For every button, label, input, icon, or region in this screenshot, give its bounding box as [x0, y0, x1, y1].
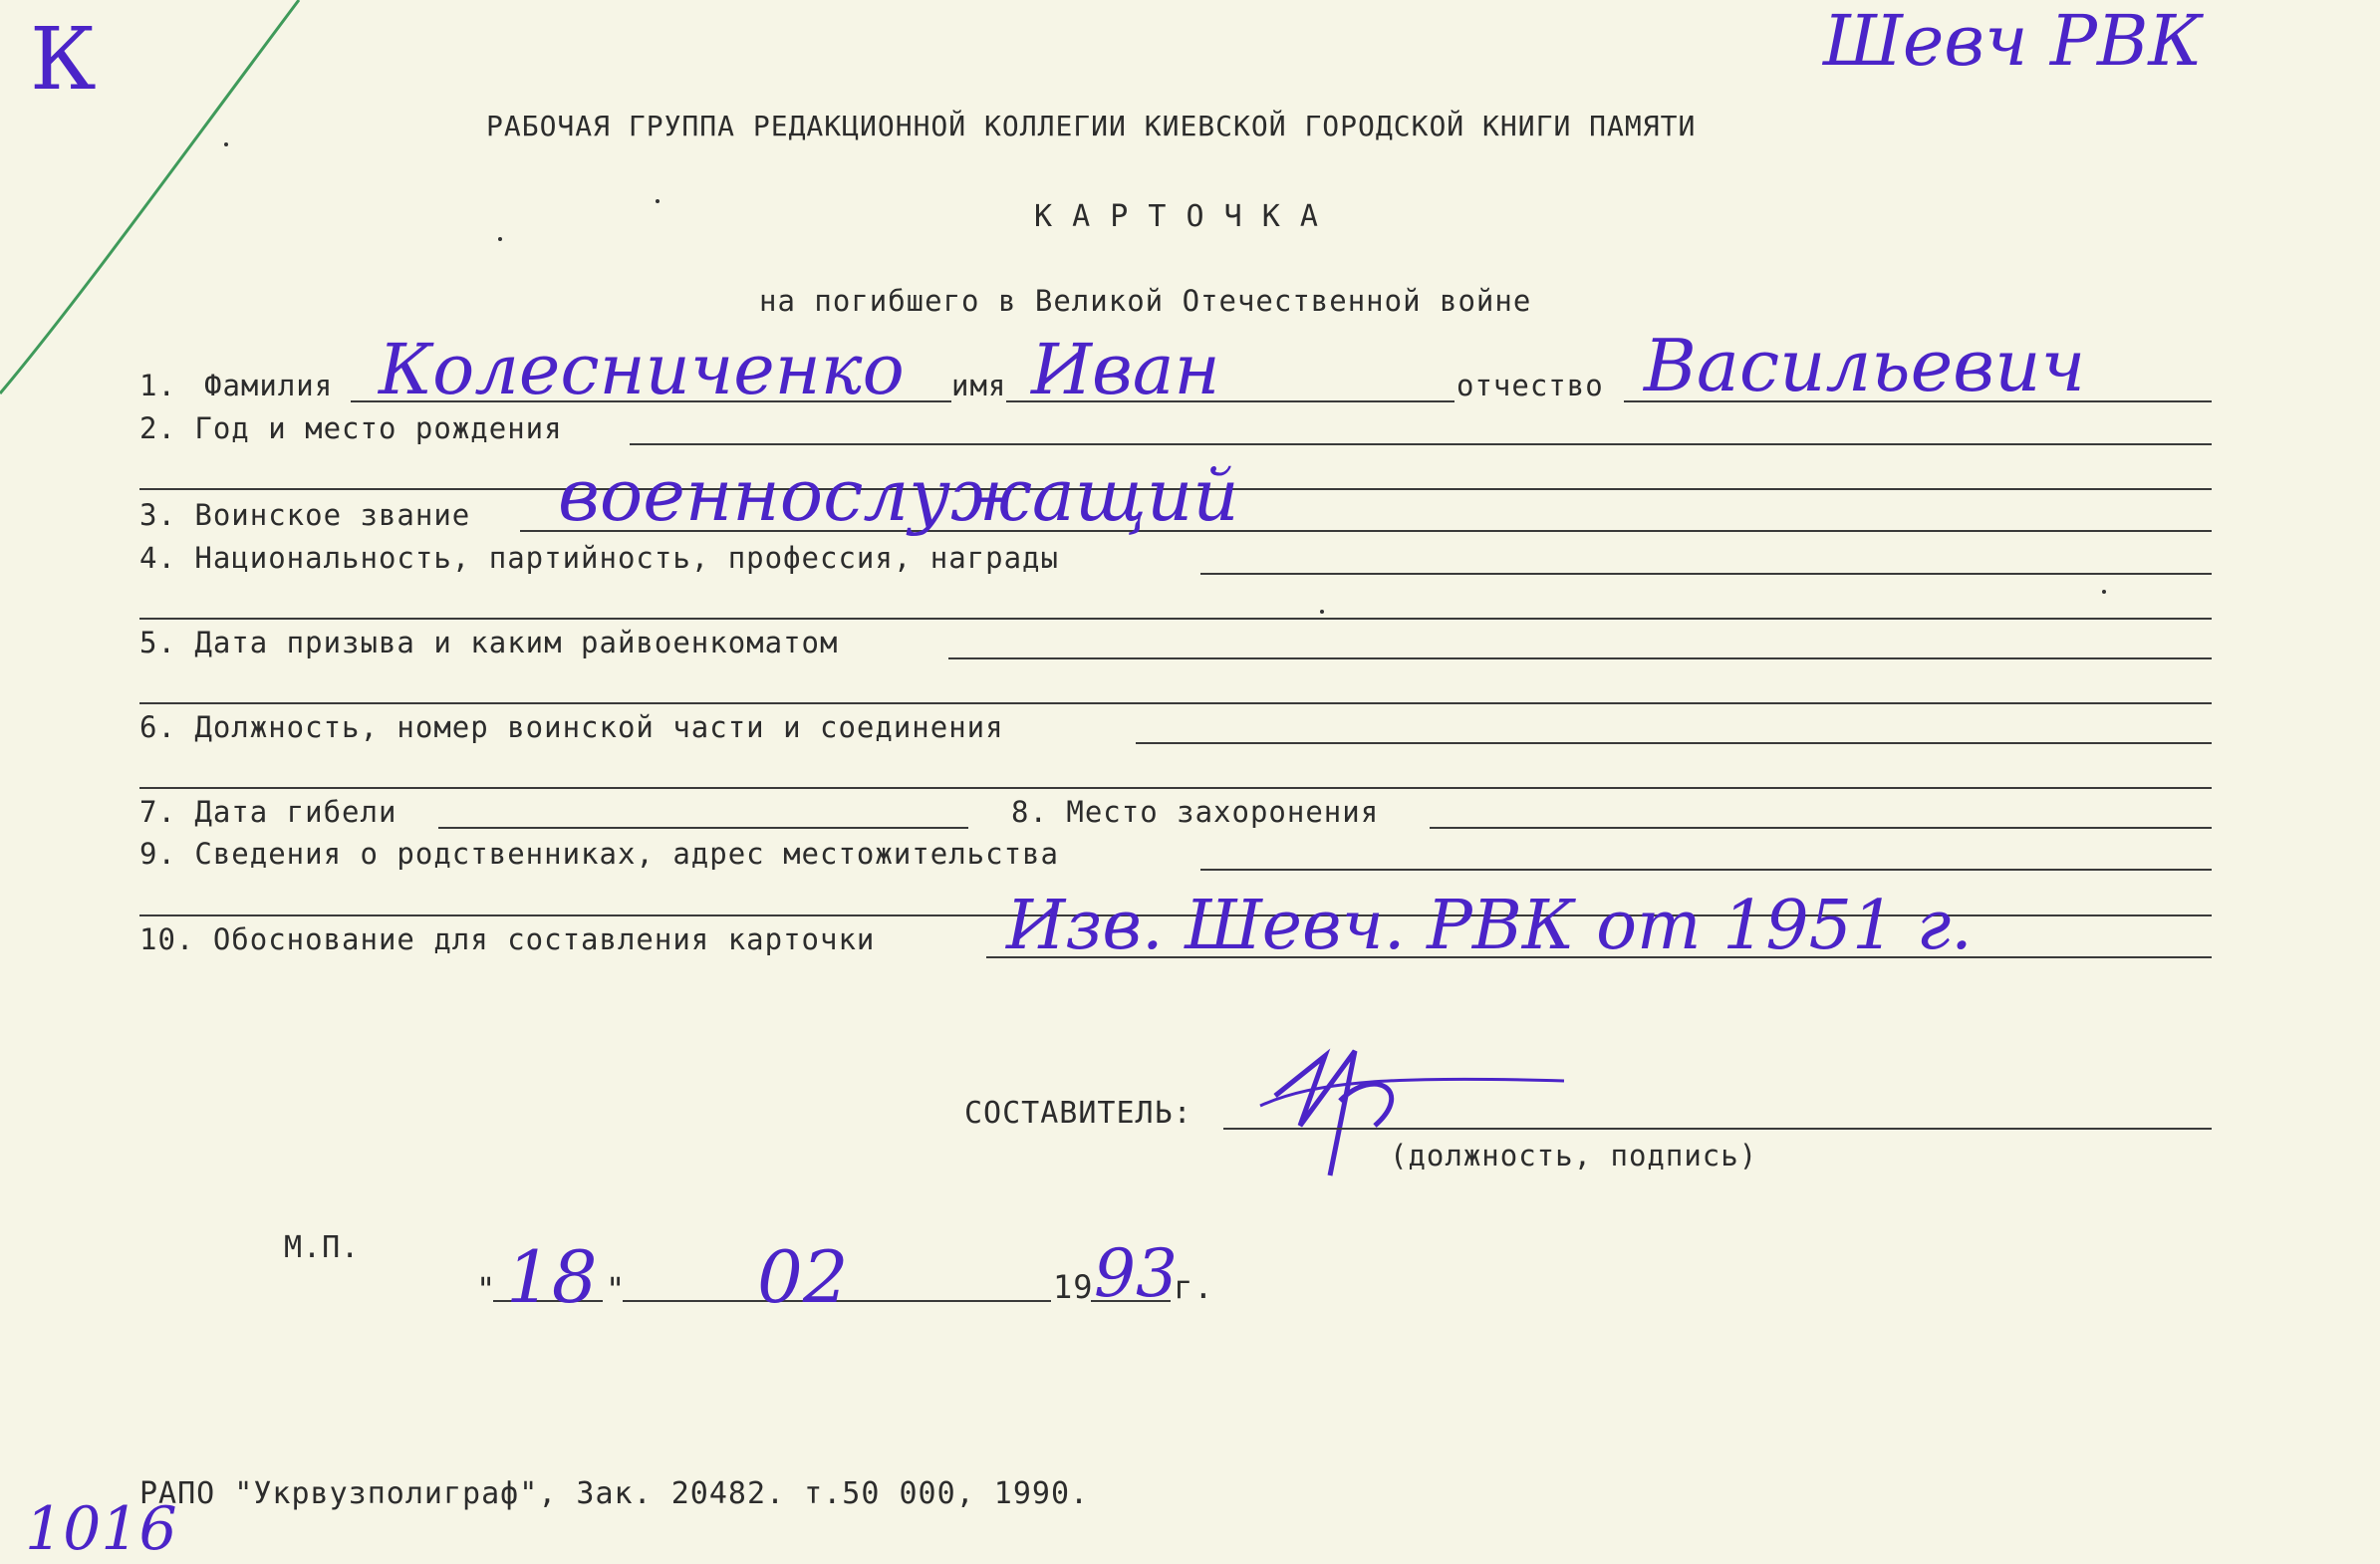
- paper-speck: [498, 237, 502, 241]
- year-suffix: 93: [1094, 1235, 1178, 1312]
- card-title: К А Р Т О Ч К А: [1034, 199, 1319, 234]
- death-date-line: [438, 827, 968, 829]
- conscription-line-2: [139, 702, 2212, 704]
- basis-label: 10. Обоснование для составления карточки: [139, 922, 876, 956]
- printer-footer: РАПО "Укрвузполиграф", Зак. 20482. т.50 000, 1990.: [139, 1476, 1090, 1511]
- rank-label: 3. Воинское звание: [139, 498, 471, 532]
- date-close-quote: ": [606, 1270, 627, 1308]
- signature-tail: [1260, 1079, 1564, 1106]
- death-date-label: 7. Дата гибели: [139, 795, 397, 829]
- paper-speck: [656, 199, 660, 203]
- paper-speck: [1320, 610, 1324, 614]
- relatives-label: 9. Сведения о родственниках, адрес местожительства: [139, 837, 1059, 871]
- surname-value: Колесниченко: [379, 329, 905, 410]
- name-value: Иван: [1031, 329, 1220, 410]
- name-label: имя: [951, 369, 1007, 402]
- patronymic-label: отчество: [1456, 369, 1604, 402]
- birth-line: [630, 443, 2212, 445]
- compiler-label: СОСТАВИТЕЛЬ:: [964, 1096, 1192, 1131]
- compiler-caption: (должность, подпись): [1390, 1139, 1758, 1173]
- rank-value: военнослужащий: [558, 453, 1239, 537]
- organization-title: РАБОЧАЯ ГРУППА РЕДАКЦИОННОЙ КОЛЛЕГИИ КИЕВСКОЙ ГОРОДСКОЙ КНИГИ ПАМЯТИ: [486, 110, 1697, 142]
- unit-label: 6. Должность, номер воинской части и соединения: [139, 710, 1004, 744]
- conscription-line: [948, 657, 2212, 659]
- burial-line: [1430, 827, 2212, 829]
- year-prefix: 19: [1053, 1268, 1094, 1306]
- surname-label: Фамилия: [204, 369, 334, 402]
- date-month: 02: [757, 1235, 849, 1319]
- burial-label: 8. Место захоронения: [1011, 795, 1380, 829]
- margin-note-letter: К: [30, 10, 97, 110]
- paper-speck: [2102, 590, 2106, 594]
- nationality-line: [1200, 573, 2212, 575]
- card-subtitle: на погибшего в Великой Отечественной войне: [759, 284, 1532, 318]
- signature-scribble: [1275, 1051, 1392, 1175]
- stamp-place-label: М.П.: [284, 1230, 361, 1265]
- nationality-line-2: [139, 618, 2212, 620]
- birth-label: 2. Год и место рождения: [139, 411, 563, 445]
- conscription-label: 5. Дата призыва и каким райвоенкоматом: [139, 626, 839, 659]
- date-open-quote: ": [476, 1270, 497, 1308]
- year-unit: г.: [1174, 1268, 1214, 1306]
- date-day: 18: [506, 1235, 598, 1319]
- relatives-line: [1200, 869, 2212, 871]
- margin-note-number: 1016: [25, 1494, 177, 1564]
- field-1-number: 1.: [139, 369, 176, 402]
- patronymic-value: Васильевич: [1644, 324, 2086, 407]
- unit-line: [1136, 742, 2212, 744]
- nationality-label: 4. Национальность, партийность, профессия, награды: [139, 541, 1059, 575]
- basis-value: Изв. Шевч. РВК от 1951 г.: [1006, 887, 1973, 965]
- compiler-line: [1223, 1128, 2212, 1130]
- paper-speck: [224, 142, 228, 146]
- margin-note-office: Шевч РВК: [1823, 0, 2203, 82]
- unit-line-2: [139, 787, 2212, 789]
